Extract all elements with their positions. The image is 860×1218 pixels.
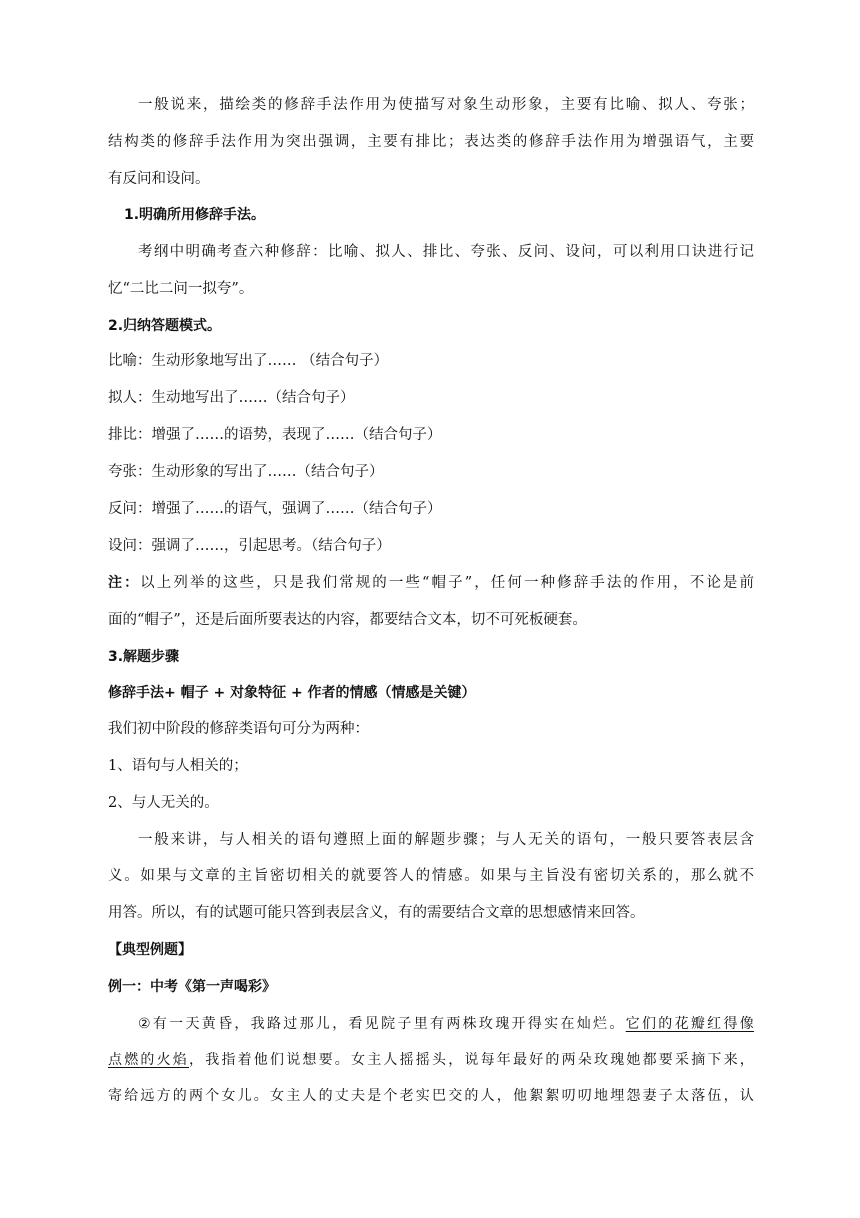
answer-pattern-item: 反问：增强了……的语气，强调了……（结合句子）	[108, 501, 442, 517]
note-line-1	[108, 573, 754, 593]
section-1-line-2: 忆“二比二问一拟夸”。	[108, 281, 254, 297]
paragraph-line: 用答。所以，有的试题可能只答到表层含义，有的需要结合文章的思想感情来回答。	[108, 905, 645, 921]
paragraph-text: 2、与人无关的。	[108, 795, 219, 811]
example-text: ，我指着他们说想要。女主人摇摇头，说每年最好的两朵玫瑰她都要采摘下来，	[189, 1052, 754, 1068]
note-label: 注：	[108, 575, 141, 591]
example-1-line-2	[108, 1050, 754, 1070]
answer-pattern-item: 排比：增强了……的语势，表现了……（结合句子）	[108, 427, 442, 443]
example-text: ②有一天黄昏，我路过那儿，看见院子里有两株玫瑰开得实在灿烂。	[138, 1016, 626, 1032]
underlined-phrase: 它们的花瓣红得像	[625, 1016, 754, 1032]
answer-pattern-item: 夸张：生动形象的写出了……（结合句子）	[108, 464, 384, 480]
note-text: 以上列举的这些，只是我们常规的一些“帽子”，任何一种修辞手法的作用，不论是前	[140, 575, 755, 591]
intro-line-1: 一般说来，描绘类的修辞手法作用为使描写对象生动形象，主要有比喻、拟人、夸张；	[138, 97, 754, 113]
intro-line-2: 结构类的修辞手法作用为突出强调，主要有排比；表达类的修辞手法作用为增强语气，主要	[108, 134, 754, 150]
answer-pattern-item: 设问：强调了……，引起思考。（结合句子）	[108, 538, 391, 554]
example-1-title: 例一：中考《第一声喝彩》	[108, 979, 276, 995]
section-3-heading: 3.解题步骤	[108, 649, 180, 665]
paragraph-text: 1、语句与人相关的；	[108, 758, 248, 774]
paragraph-text: 我们初中阶段的修辞类语句可分为两种：	[108, 721, 369, 737]
section-1-line-1: 考纲中明确考查六种修辞：比喻、拟人、排比、夸张、反问、设问，可以利用口诀进行记	[138, 244, 754, 260]
note-line-2: 面的“帽子”，还是后面所要表达的内容，都要结合文本，切不可死板硬套。	[108, 612, 587, 628]
answer-pattern-item: 比喻：生动形象地写出了…… （结合句子）	[108, 353, 389, 369]
example-1-line-3: 寄给远方的两个女儿。女主人的丈夫是个老实巴交的人，他絮絮叨叨地埋怨妻子太落伍，认	[108, 1088, 754, 1104]
section-2-heading: 2.归纳答题模式。	[108, 318, 222, 334]
answer-formula: 修辞手法+ 帽子 + 对象特征 + 作者的情感（情感是关键）	[108, 685, 476, 701]
paragraph-line: 一般来讲，与人相关的语句遵照上面的解题步骤；与人无关的语句，一般只要答表层含	[138, 832, 754, 848]
examples-heading: 【典型例题】	[108, 942, 192, 958]
example-1-line-1	[108, 1014, 754, 1034]
section-1-heading: 1.明确所用修辞手法。	[124, 207, 266, 223]
intro-line-3: 有反问和设问。	[108, 171, 210, 187]
underlined-phrase: 点燃的火焰	[108, 1052, 189, 1068]
answer-pattern-item: 拟人：生动地写出了……（结合句子）	[108, 390, 355, 406]
paragraph-line: 义。如果与文章的主旨密切相关的就要答人的情感。如果与主旨没有密切关系的，那么就不	[108, 868, 754, 884]
